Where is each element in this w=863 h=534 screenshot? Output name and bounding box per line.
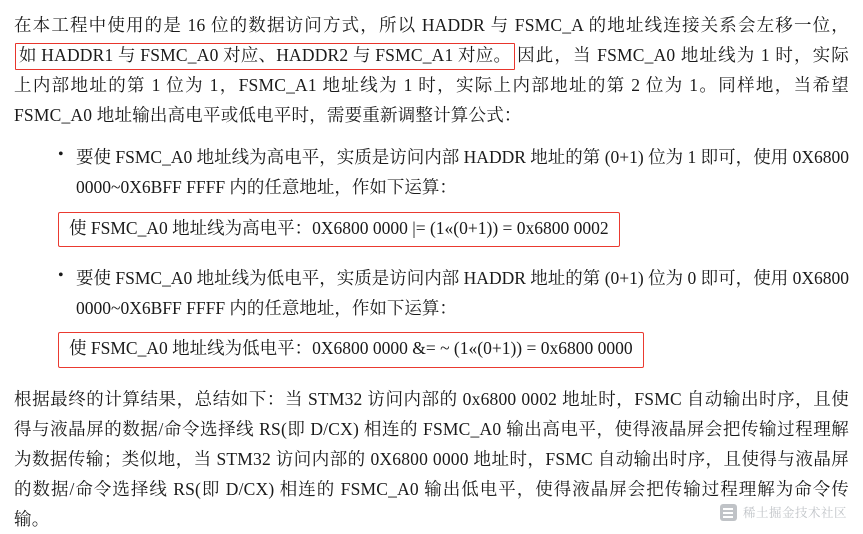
list-item: • 要使 FSMC_A0 地址线为低电平，实质是访问内部 HADDR 地址的第 (0+1) 位为 0 即可，使用 0X6800 0000~0X6BFF FFFF 内的任意地址，作如下运算： xyxy=(14,263,849,323)
formula-box: 使 FSMC_A0 地址线为高电平：0X6800 0000 |= (1«(0+1)) = 0x6800 0002 xyxy=(58,212,620,248)
bullet-list-2 xyxy=(14,263,849,323)
paragraph-intro-text-after: 因此，当 FSMC_A0 地址线为 1 时，实际上内部地址的第 1 位为 1，FSMC_A1 地址线为 1 时，实际上内部地址的第 2 位为 1。同样地，当希望 FSMC_A0 地址输出高电平或低电平时，需要重新调整计算公式： xyxy=(14,45,849,126)
formula-row-high xyxy=(14,212,849,248)
list-item: • 要使 FSMC_A0 地址线为高电平，实质是访问内部 HADDR 地址的第 (0+1) 位为 1 即可，使用 0X6800 0000~0X6BFF FFFF 内的任意地址，作如下运算： xyxy=(14,142,849,202)
paragraph-intro xyxy=(14,10,849,130)
formula-row-low xyxy=(14,332,849,368)
bullet-list xyxy=(14,142,849,202)
juejin-logo-icon xyxy=(720,504,737,521)
paragraph-summary: 根据最终的计算结果，总结如下：当 STM32 访问内部的 0x6800 0002 地址时，FSMC 自动输出时序，且使得与液晶屏的数据/命令选择线 RS(即 D/CX) 相连的 FSMC_A0 输出高电平，使得液晶屏会把传输过程理解为数据传输；类似地，当 STM32 访问内部的 0X6800 0000 地址时，FSMC 自动输出时序，且使得与液晶屏的数据/命令选择线 RS(即 D/CX) 相连的 FSMC_A0 输出低电平，使得液晶屏会把传输过程理解为命令传输。 xyxy=(14,389,849,530)
highlighted-note: 如 HADDR1 与 FSMC_A0 对应、HADDR2 与 FSMC_A1 对应。 xyxy=(15,43,515,70)
formula-box: 使 FSMC_A0 地址线为低电平：0X6800 0000 &= ~ (1«(0+1)) = 0x6800 0000 xyxy=(58,332,644,368)
watermark-label: 稀土掘金技术社区 xyxy=(742,506,847,520)
watermark xyxy=(720,503,847,521)
paragraph-intro-text-before: 在本工程中使用的是 16 位的数据访问方式，所以 HADDR 与 FSMC_A 的地址线连接关系会左移一位， xyxy=(14,15,849,35)
